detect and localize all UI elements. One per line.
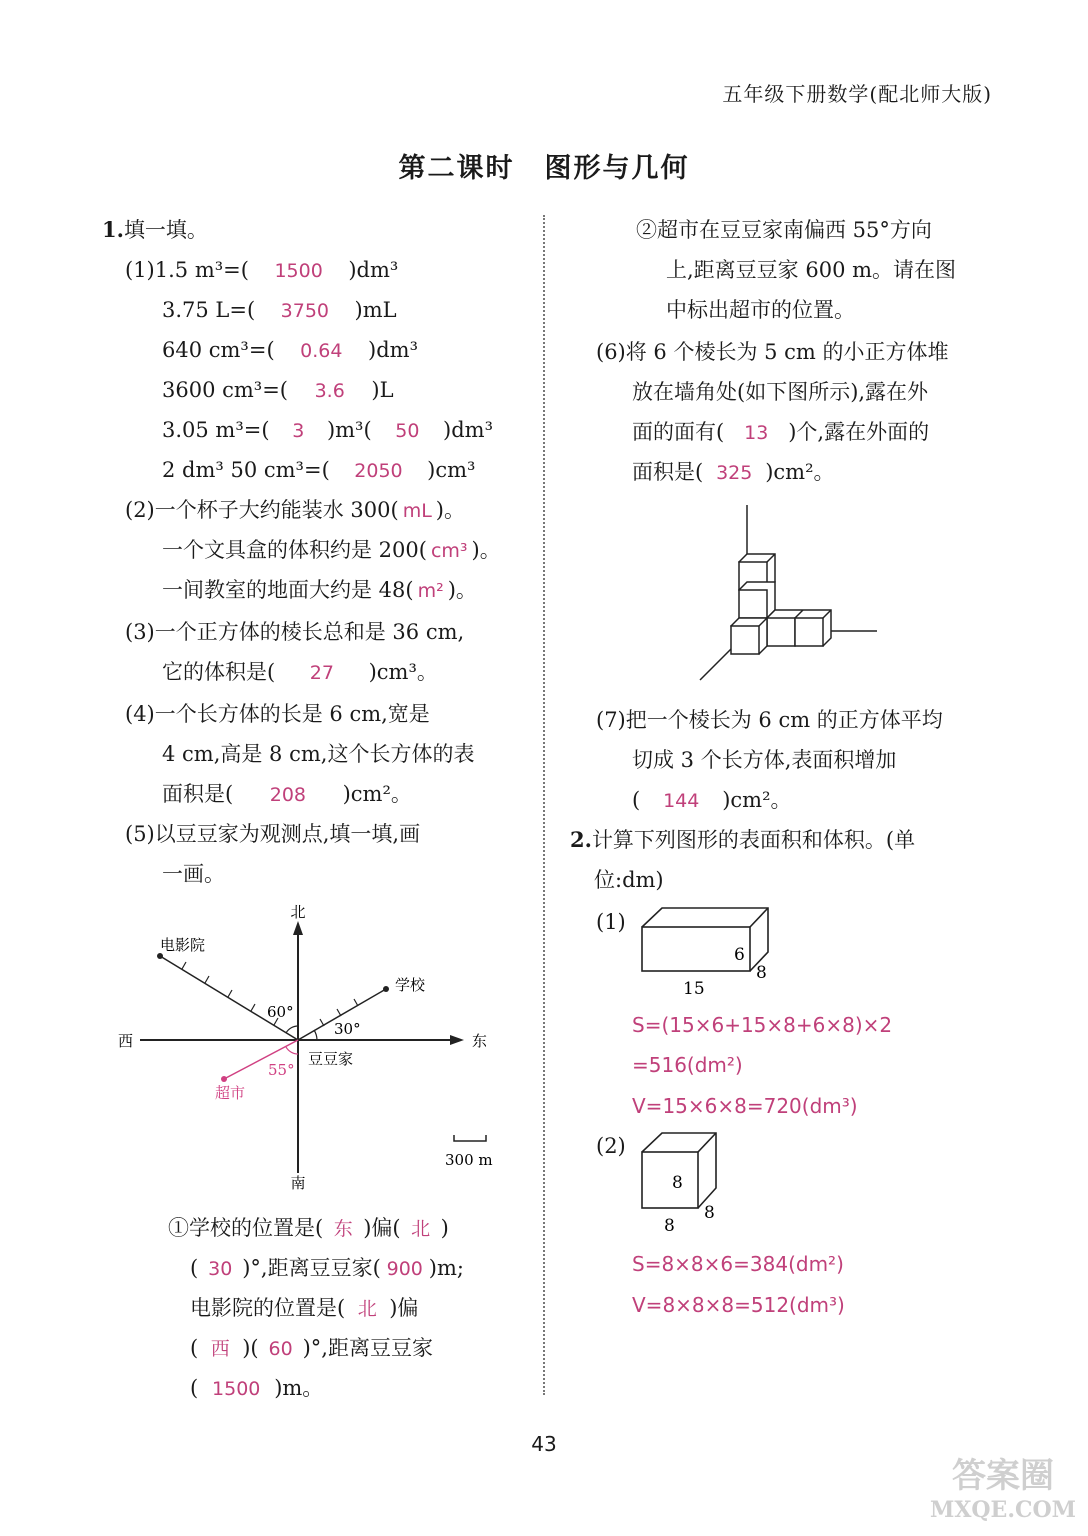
lesson-number: 第二课时 — [398, 153, 515, 184]
q2-heading — [570, 820, 915, 860]
answer: 144 — [663, 790, 700, 812]
column-divider — [543, 215, 545, 1395]
q2-f1-number: (1) — [596, 910, 626, 934]
page-number: 43 — [531, 1432, 557, 1456]
q1-p5-line2: 一画。 — [162, 862, 225, 886]
answer: 3 — [292, 420, 305, 442]
answer: 北 — [411, 1218, 431, 1240]
label-north: 北 — [290, 903, 306, 921]
school-point — [383, 986, 389, 992]
q1-p7-line2: 切成 3 个长方体,表面积增加 — [632, 748, 897, 772]
scale-bar — [454, 1135, 486, 1141]
label-angle-55: 55° — [268, 1061, 295, 1079]
label-south: 南 — [290, 1174, 306, 1192]
answer: 1500 — [212, 1378, 261, 1400]
dim-width: 8 — [704, 1203, 715, 1223]
label-school: 学校 — [395, 976, 426, 994]
q1-p5-s1-line2: ( 30 )°,距离豆豆家( 900 )m; — [190, 1248, 464, 1289]
label-angle-30: 30° — [334, 1020, 361, 1038]
answer: 0.64 — [300, 340, 343, 362]
q1-p6-line2: 放在墙角处(如下图所示),露在外 — [632, 380, 929, 404]
label-home: 豆豆家 — [308, 1050, 354, 1068]
label-market: 超市 — [215, 1084, 246, 1102]
q1-p4-line1: (4)一个长方体的长是 6 cm,宽是 — [125, 702, 430, 726]
q2-f2-volume: V=8×8×8=512(dm³) — [632, 1293, 845, 1317]
page-header: 五年级下册数学(配北师大版) — [722, 82, 992, 106]
north-arrow — [293, 921, 303, 935]
q1-heading — [102, 210, 208, 250]
q2-label-line2: 位:dm) — [594, 868, 664, 892]
q1-p5-s1-line5: ( 1500 )m。 — [190, 1368, 323, 1409]
q1-p5-line1: (5)以豆豆家为观测点,填一填,画 — [125, 822, 421, 846]
answer: 60 — [268, 1338, 293, 1360]
q1-p2-row1: (2)一个杯子大约能装水 300( mL )。 — [125, 498, 465, 522]
q2-label: 计算下列图形的表面积和体积。(单 — [591, 828, 916, 852]
q1-p6-line1: (6)将 6 个棱长为 5 cm 的小正方体堆 — [596, 340, 949, 364]
q1-p1-row2: 3.75 L=( 3750 )mL — [162, 290, 397, 331]
answer: 2050 — [354, 460, 403, 482]
answer: 3.6 — [314, 380, 345, 402]
q1-p1-row3: 640 cm³=( 0.64 )dm³ — [162, 330, 418, 371]
q1-p7-line3: ( 144 )cm²。 — [632, 780, 792, 821]
q2-f2-surface: S=8×8×6=384(dm²) — [632, 1252, 844, 1276]
q1-p1-row5: 3.05 m³=( 3 )m³( 50 )dm³ — [162, 410, 493, 451]
dim-length: 8 — [664, 1216, 675, 1236]
answer: 东 — [333, 1218, 353, 1240]
answer: m² — [417, 580, 444, 602]
angle-55-arc — [286, 1047, 298, 1054]
answer: 27 — [309, 662, 334, 684]
answer: 1500 — [274, 260, 323, 282]
q1-label: 填一填。 — [123, 218, 208, 242]
q1-p4-line2: 4 cm,高是 8 cm,这个长方体的表 — [162, 742, 475, 766]
q1-p5-s2-line1: ②超市在豆豆家南偏西 55°方向 — [636, 218, 932, 242]
answer: 北 — [357, 1298, 377, 1320]
answer: 西 — [210, 1338, 230, 1360]
cinema-ray — [160, 956, 298, 1040]
q1-p1-row1: (1)1.5 m³=( 1500 )dm³ — [125, 250, 398, 291]
dim-height: 6 — [734, 945, 745, 965]
answer: 900 — [386, 1258, 423, 1280]
q1-p3-line1: (3)一个正方体的棱长总和是 36 cm, — [125, 620, 465, 644]
lesson-title — [0, 146, 1088, 185]
label-scale: 300 m — [445, 1151, 493, 1169]
cube-stack-figure — [695, 505, 885, 685]
q2-f1-surface-formula: S=(15×6+15×8+6×8)×2 — [632, 1013, 893, 1037]
label-east: 东 — [472, 1032, 488, 1050]
q1-p2-row3: 一间教室的地面大约是 48( m² )。 — [162, 578, 477, 602]
q1-p5-s2-line2: 上,距离豆豆家 600 m。请在图 — [666, 258, 957, 282]
answer: 30 — [208, 1258, 233, 1280]
answer: 3750 — [280, 300, 330, 322]
dim-width: 8 — [756, 963, 767, 983]
q1-p4-line3: 面积是( 208 )cm²。 — [162, 774, 412, 815]
label-angle-60: 60° — [267, 1003, 294, 1021]
lesson-topic: 图形与几何 — [544, 153, 690, 184]
q1-p2-row2: 一个文具盒的体积约是 200( cm³ )。 — [162, 538, 501, 562]
east-arrow — [450, 1035, 464, 1045]
answer: 50 — [395, 420, 420, 442]
direction-map — [110, 895, 530, 1200]
cube-figure-2 — [636, 1130, 736, 1238]
label-west: 西 — [118, 1032, 134, 1050]
dim-length: 15 — [683, 979, 705, 999]
q1-number: 1. — [102, 217, 124, 242]
angle-30-arc — [314, 1030, 317, 1040]
label-cinema: 电影院 — [160, 936, 206, 954]
dim-face: 8 — [672, 1173, 683, 1193]
q1-p6-line4: 面积是( 325 )cm²。 — [632, 452, 835, 493]
q1-p1-row4: 3600 cm³=( 3.6 )L — [162, 370, 394, 411]
answer: cm³ — [430, 540, 468, 562]
angle-60-arc — [286, 1026, 298, 1033]
watermark-logo — [928, 1449, 1078, 1524]
watermark-text-bottom: MXQE.COM — [929, 1497, 1077, 1523]
answer: 208 — [269, 784, 307, 806]
q1-p6-line3: 面的面有( 13 )个,露在外面的 — [632, 412, 929, 453]
market-point — [221, 1076, 227, 1082]
q1-p5-s1-line3: 电影院的位置是( 北 )偏 — [190, 1288, 418, 1329]
q1-p5-s1-line4: ( 西 )( 60 )°,距离豆豆家 — [190, 1328, 433, 1369]
q1-p1-row6: 2 dm³ 50 cm³=( 2050 )cm³ — [162, 450, 475, 491]
answer: 13 — [744, 422, 769, 444]
watermark-text-top: 答案圈 — [952, 1456, 1054, 1496]
answer: mL — [402, 500, 432, 522]
q2-number: 2. — [570, 827, 592, 852]
q2-f2-number: (2) — [596, 1134, 626, 1158]
answer: 325 — [716, 462, 753, 484]
q2-f1-surface-result: =516(dm²) — [632, 1053, 743, 1077]
q1-p5-s1-line1: ①学校的位置是( 东 )偏( 北 ) — [168, 1208, 449, 1249]
q1-p5-s2-line3: 中标出超市的位置。 — [666, 298, 855, 322]
cinema-ray-ticks — [182, 962, 278, 1025]
q2-f1-volume: V=15×6×8=720(dm³) — [632, 1094, 858, 1118]
q1-p3-line2: 它的体积是( 27 )cm³。 — [162, 652, 438, 693]
cuboid-figure-1 — [636, 905, 786, 1000]
q1-p7-line1: (7)把一个棱长为 6 cm 的正方体平均 — [596, 708, 943, 732]
